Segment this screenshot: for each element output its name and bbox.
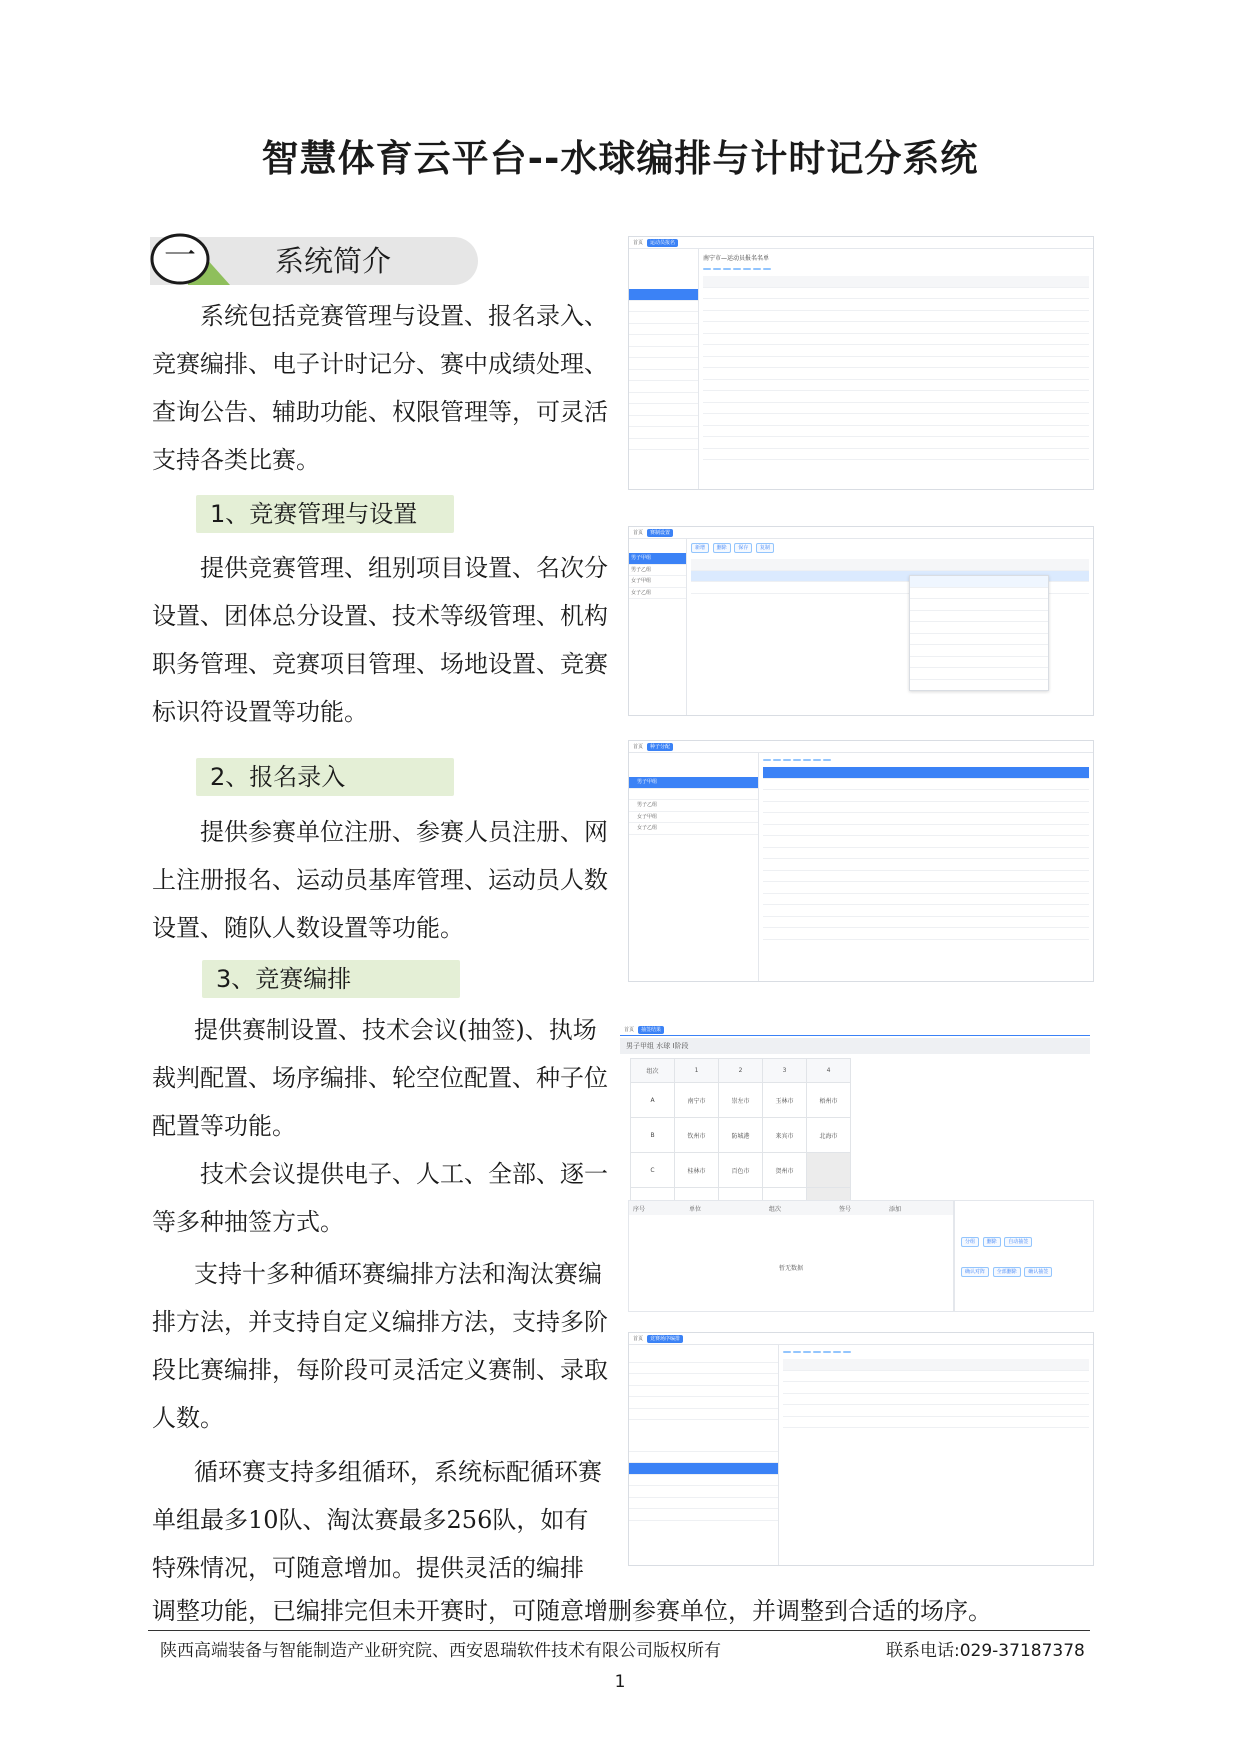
section-number: 一 xyxy=(163,236,196,274)
footer-divider xyxy=(148,1630,1090,1631)
draw-heading: 男子甲组 水球 Ⅰ阶段 xyxy=(620,1038,1090,1054)
group-item[interactable]: 男子乙组 xyxy=(629,800,758,812)
screenshot-scheduling: 首页 竞赛场序编排 xyxy=(628,1332,1094,1566)
group-item[interactable]: 女子甲组 xyxy=(629,576,686,588)
page-title: 智慧体育云平台--水球编排与计时记分系统 xyxy=(261,137,979,180)
subsection-3-title: 3、竞赛编排 xyxy=(202,960,460,998)
tab-draw: 抽签结果 xyxy=(638,1026,664,1034)
subsection-2-text: 提供参赛单位注册、参赛人员注册、网上注册报名、运动员基库管理、运动员人数设置、随队人数设置等功能。 xyxy=(152,818,608,942)
tab-scheduling: 竞赛场序编排 xyxy=(647,1335,683,1343)
group-button[interactable]: 分组 xyxy=(961,1237,979,1247)
delete-all-button[interactable]: 全部删除 xyxy=(993,1267,1021,1277)
confirm-pairing-button[interactable]: 确认对阵 xyxy=(961,1267,989,1277)
group-item[interactable]: 男子乙组 xyxy=(629,565,686,577)
subsection-1-text: 提供竞赛管理、组别项目设置、名次分设置、团体总分设置、技术等级管理、机构职务管理、竞赛项目管理、场地设置、竞赛标识符设置等功能。 xyxy=(152,554,608,726)
copy-button[interactable]: 复制 xyxy=(756,543,774,553)
subsection-2-title: 2、报名录入 xyxy=(196,758,454,796)
screenshot-format-setup: 首页 赛制设置 男子甲组 男子乙组 女子甲组 女子乙组 新增 删除 保存 复制 xyxy=(628,526,1094,716)
delete-button[interactable]: 删除 xyxy=(983,1237,1001,1247)
subsection-3-p3: 支持十多种循环赛编排方法和淘汰赛编排方法，并支持自定义编排方法，支持多阶段比赛编排，每阶段可灵活定义赛制、录取人数。 xyxy=(152,1260,608,1432)
subsection-3-p4: 循环赛支持多组循环，系统标配循环赛单组最多10队、淘汰赛最多256队，如有特殊情况，可随意增加。提供灵活的编排 xyxy=(152,1458,602,1582)
save-button[interactable]: 保存 xyxy=(734,543,752,553)
subsection-3-p4-cont: 调整功能，已编排完但未开赛时，可随意增删参赛单位，并调整到合适的场序。 xyxy=(152,1597,992,1625)
delete-button[interactable]: 删除 xyxy=(713,543,731,553)
subsection-3-p2: 技术会议提供电子、人工、全部、逐一等多种抽签方式。 xyxy=(152,1160,608,1236)
method-dropdown[interactable] xyxy=(909,575,1049,691)
tab-seeding: 种子分配 xyxy=(647,743,673,751)
section-title: 系统简介 xyxy=(275,244,392,278)
subsection-1-title: 1、竞赛管理与设置 xyxy=(196,495,454,533)
group-item[interactable]: 男子甲组 xyxy=(629,777,758,789)
tab-registration: 运动员报名 xyxy=(647,239,678,247)
group-item[interactable]: 女子乙组 xyxy=(629,588,686,600)
empty-state: 暂无数据 xyxy=(778,1265,803,1272)
group-item[interactable]: 男子甲组 xyxy=(629,553,686,565)
page-number: 1 xyxy=(614,1672,626,1692)
subsection-3-p1: 提供赛制设置、技术会议(抽签)、执场裁判配置、场序编排、轮空位配置、种子位配置等功能。 xyxy=(152,1016,608,1140)
screenshot-registration: 首页 运动员报名 南宁市—运动员报名名单 xyxy=(628,236,1094,490)
intro-paragraph: 系统包括竞赛管理与设置、报名录入、竞赛编排、电子计时记分、赛中成绩处理、查询公告、辅助功能、权限管理等，可灵活支持各类比赛。 xyxy=(152,302,608,474)
confirm-draw-button[interactable]: 确认抽签 xyxy=(1024,1267,1052,1277)
group-item[interactable]: 女子甲组 xyxy=(629,812,758,824)
draw-grid: 组次 1 2 3 4 A 南宁市 崇左市 玉林市 梧州市 B 钦州市 防城港 来宾市 北海市 C 桂林市 百色市 贺州市 xyxy=(630,1058,851,1200)
screenshot-seeding: 首页 种子分配 男子甲组 男子乙组 女子甲组 女子乙组 xyxy=(628,740,1094,982)
auto-draw-button[interactable]: 自动抽签 xyxy=(1004,1237,1032,1247)
unit-list xyxy=(629,249,699,489)
add-button[interactable]: 新增 xyxy=(691,543,709,553)
footer-copyright: 陕西高端装备与智能制造产业研究院、西安恩瑞软件技术有限公司版权所有 xyxy=(160,1641,721,1661)
screenshot-draw-entry: 序号 单位 组次 签号 添加 暂无数据 分组 删除 自动抽签 确认对阵 全部删除 确认抽签 xyxy=(628,1200,1094,1312)
registration-heading: 南宁市—运动员报名名单 xyxy=(703,255,770,262)
tab-format: 赛制设置 xyxy=(647,529,673,537)
group-item[interactable]: 女子乙组 xyxy=(629,823,758,835)
screenshot-draw-result: 首页 抽签结果 男子甲组 水球 Ⅰ阶段 组次 1 2 3 4 A 南宁市 崇左市 玉林市 梧州市 B 钦州市 防城港 来宾市 北海市 C 桂林市 百色市 贺州市 xyxy=(620,1024,1090,1200)
footer-phone: 联系电话:029-37187378 xyxy=(886,1641,1085,1661)
